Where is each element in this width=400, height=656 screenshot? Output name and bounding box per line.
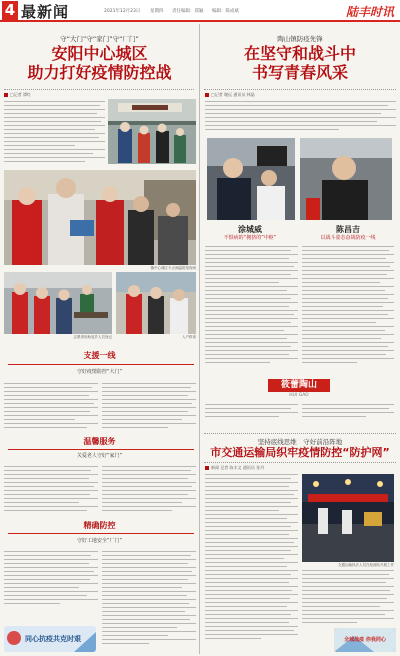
sub1-title: 支援一线 [83, 351, 116, 360]
portrait-photo-1 [207, 138, 295, 220]
article2-rule [204, 433, 396, 434]
right-title-line1: 在坚守和战斗中 [243, 44, 356, 63]
title-rule [4, 89, 194, 90]
column-banner: 筱蕾陶山 [268, 379, 330, 392]
article2-text-col1 [205, 474, 298, 650]
article2-byline: 新闻 记者 陈丰文 通讯员 张丹 [205, 465, 264, 471]
left-byline: □记者 谭红 [4, 92, 31, 98]
volunteer-photo [4, 170, 196, 265]
footer-stamp [334, 628, 396, 652]
article2-title-rule [204, 462, 396, 463]
designer: 编辑：陈成斌 [212, 9, 239, 14]
sub3-rule [8, 533, 194, 534]
sub1-text-col2 [102, 383, 196, 433]
left-title-line2: 助力打好疫情防控战 [27, 63, 172, 82]
sub3-title: 精确防控 [83, 521, 116, 530]
left-intro-text [4, 101, 105, 167]
registration-photo [4, 272, 112, 334]
person1-title: 不惧病的“拥挤的”中枢” [223, 235, 277, 241]
person2-title: 以战斗姿态奋战防疫一线 [320, 235, 376, 241]
photo-caption: 镇中心城区卡点测温防疫现场 [150, 266, 196, 270]
sub3-text-col2 [102, 551, 196, 651]
issue-date: 2021年12月23日 [104, 9, 141, 14]
sub3-subtitle: 守好工地安全“厂门” [76, 538, 123, 544]
section-title: 最新闻 [21, 3, 70, 21]
page-number: 4 [2, 1, 18, 20]
right-intro-text [205, 101, 396, 137]
sub2-rule [8, 449, 194, 450]
weekday: 星期四 [150, 9, 164, 14]
person2-name: 陈昌吉 [336, 225, 360, 234]
person2-text [302, 246, 394, 376]
caption-mid-right: 入户排查 [182, 335, 196, 339]
right-byline: □记者 谢远 通讯员 林晶 [205, 92, 255, 98]
sub2-text-col2 [102, 466, 196, 518]
right-kicker: 陶山镇防疫先锋 [277, 35, 323, 43]
column-divider [199, 24, 200, 654]
column-banner-sub: HUI GAO [289, 393, 309, 398]
footer-stamp-text: 全城战疫 你我同心 [344, 637, 386, 643]
sub1-rule [8, 364, 194, 365]
right-title-line2: 书写青春风采 [251, 63, 348, 82]
right-mid-text-col2 [302, 404, 394, 432]
left-title-line1: 安阳中心城区 [51, 44, 148, 63]
sub2-text-col1 [4, 466, 98, 518]
sub3-text-col1 [4, 551, 98, 623]
right-mid-text-col1 [205, 404, 298, 432]
photo3-caption: 交通运输执法人员在检测站开展工作 [338, 563, 394, 567]
article2-kicker: 坚持底线思维 守好前沿阵地 [257, 438, 343, 446]
person1-text [205, 246, 298, 376]
right-title-rule [204, 89, 396, 90]
checkpoint-night-photo [302, 474, 394, 562]
left-kicker: 守“大门”守“家门”守“厂门” [60, 35, 139, 43]
campaign-stamp [4, 626, 96, 652]
sub2-title: 温馨服务 [83, 437, 116, 446]
article2-title: 市交通运输局织牢疫情防控“防护网” [210, 446, 390, 459]
person1-name: 涂城威 [238, 225, 262, 234]
sub1-subtitle: 守好疫情防控“大门” [76, 369, 123, 375]
household-visit-photo [116, 272, 196, 334]
checkpoint-photo [108, 99, 196, 164]
sub2-subtitle: 关爱老人守好“家门” [76, 453, 123, 459]
editor: 责任编辑：郑颖 [172, 9, 204, 14]
newspaper-logo: 陆丰时讯 [345, 5, 394, 19]
stamp-text: 同心抗疫共克时艰 [25, 635, 81, 643]
caption-mid-left: 志愿者协助返乡人员登记 [73, 335, 112, 339]
article2-text-col2 [302, 570, 394, 626]
sub1-text-col1 [4, 383, 98, 433]
portrait-photo-2 [300, 138, 392, 220]
page-header [0, 0, 400, 22]
